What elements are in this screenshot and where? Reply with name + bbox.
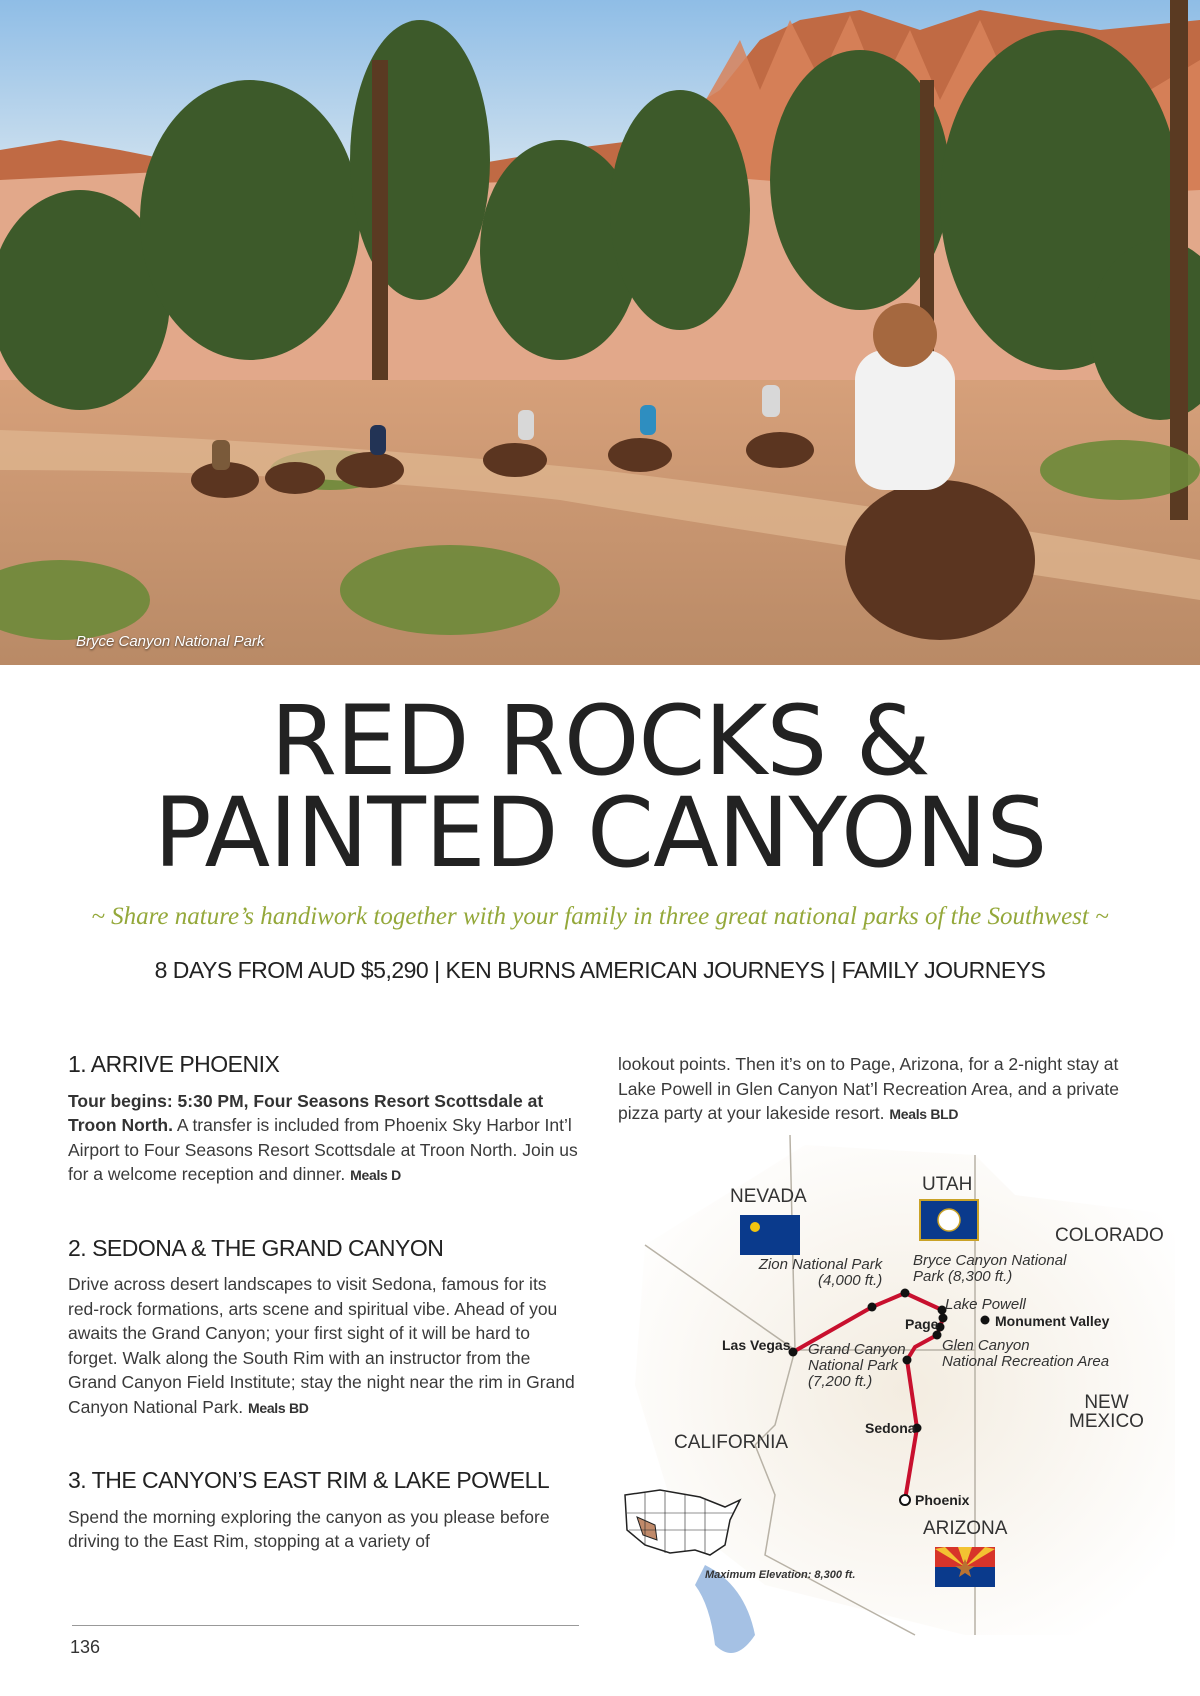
elevation-note: Maximum Elevation: 8,300 ft. [705,1569,856,1581]
city-label-sedona: Sedona [865,1420,916,1436]
city-label-phoenix: Phoenix [915,1492,970,1508]
arizona-flag [935,1547,995,1587]
page-title [0,685,1200,889]
park-label-zion [752,1257,882,1289]
itinerary-left-column [68,1052,578,1602]
park-label-glen-canyon-line-1: Glen Canyon [942,1337,1030,1354]
itinerary-day-1 [68,1052,578,1188]
utah-flag [920,1200,978,1240]
day-body: A transfer is included from Phoenix Sky Harbor Int’l Airport to Four Seasons Resort Scottsdale at Troon North. Join us for a welcome reception and dinner. [68,1115,578,1184]
itinerary-right-column [618,1052,1128,1127]
park-label-bryce [913,1253,1066,1285]
day-body: Spend the morning exploring the canyon as you please before driving to the East Rim, stopping at a variety of [68,1506,550,1551]
title-line-1: RED ROCKS & [270,685,930,797]
day-description [68,1272,578,1420]
day-body: lookout points. Then it’s on to Page, Arizona, for a 2-night stay at Lake Powell in Glen Canyon Nat’l Recreation Area, and a private pizza party at your lakeside resort. [618,1054,1119,1123]
park-label-glen-canyon [942,1338,1109,1370]
state-label-utah: UTAH [922,1174,973,1195]
tagline: ~ Share nature’s handiwork together with your family in three great national parks of the Southwest ~ [91,903,1109,930]
title-line-2: PAINTED CANYONS [153,777,1047,889]
state-label-colorado: COLORADO [1055,1225,1164,1246]
park-label-grand-canyon [808,1342,906,1390]
state-label-nevada: NEVADA [730,1186,807,1207]
day-heading: 2. SEDONA & THE GRAND CANYON [68,1234,444,1261]
city-label-monument-valley: Monument Valley [995,1313,1110,1329]
park-label-lake-powell: Lake Powell [945,1296,1026,1313]
day-heading: 3. THE CANYON’S EAST RIM & LAKE POWELL [68,1467,550,1493]
city-label-las-vegas: Las Vegas [722,1337,791,1353]
park-label-glen-canyon-line-2: National Recreation Area [942,1353,1110,1370]
footer-rule [72,1625,579,1626]
park-label-bryce-line-1: Bryce Canyon National [913,1252,1067,1269]
hero-photo [0,0,1200,665]
city-label-page: Page [905,1316,939,1332]
park-label-zion-line-2: (4,000 ft.) [818,1272,883,1289]
route-map [615,1135,1175,1680]
nevada-flag [740,1215,800,1255]
day-description [68,1089,578,1188]
meals-badge: Meals BD [247,1399,309,1416]
page-number: 136 [70,1637,101,1657]
park-label-grand-canyon-line-3: (7,200 ft.) [808,1373,873,1390]
state-label-arizona: ARIZONA [923,1518,1008,1539]
state-label-california: CALIFORNIA [674,1432,789,1453]
day-heading: 1. ARRIVE PHOENIX [68,1051,280,1077]
day-lead: Tour begins: 5:30 PM, Four Seasons Resort Scottsdale at Troon North. [68,1090,544,1135]
park-label-zion-line-1: Zion National Park [758,1256,883,1273]
day-body: Drive across desert landscapes to visit Sedona, famous for its red-rock formations, arts scene and spiritual vibe. Ahead of you awaits the Grand Canyon; your first sight of it will be hard to forget. Walk along the South Rim with an instructor from the Grand Canyon Field Institute; stay the night near the rim in Grand Canyon National Park. [68,1274,575,1417]
park-label-grand-canyon-line-1: Grand Canyon [808,1341,906,1358]
state-label-new-mexico-line-2: MEXICO [1069,1411,1144,1432]
itinerary-day-3 [68,1468,578,1554]
day-3-continued [618,1052,1128,1127]
tour-info-line: 8 DAYS FROM AUD $5,290 | KEN BURNS AMERICAN JOURNEYS | FAMILY JOURNEYS [154,957,1046,983]
state-label-new-mexico [1069,1393,1144,1431]
photo-caption: Bryce Canyon National Park [76,633,265,650]
meals-badge: Meals BLD [889,1106,959,1122]
park-label-grand-canyon-line-2: National Park [808,1357,899,1374]
state-label-new-mexico-line-1: NEW [1084,1392,1129,1413]
itinerary-day-2 [68,1236,578,1421]
hero-illustration [0,0,1200,665]
meals-badge: Meals D [350,1167,401,1183]
park-label-bryce-line-2: Park (8,300 ft.) [913,1268,1013,1285]
day-description [68,1505,578,1554]
